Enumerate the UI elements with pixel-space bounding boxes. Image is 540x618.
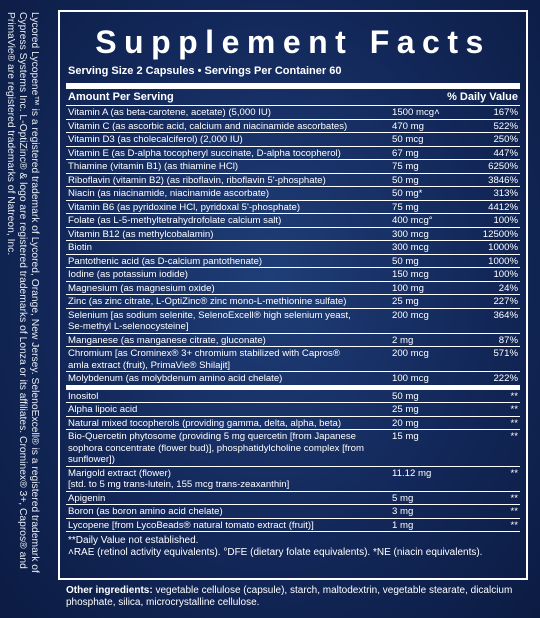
nutrient-name: Thiamine (vitamin B1) (as thiamine HCl) [68, 161, 239, 172]
nutrient-name: Chromium [as Crominex® 3+ chromium stabilized with Capros® amla extract (fruit), PrimaVie® Shilajit] [68, 348, 340, 371]
amount: 150 mcg [392, 269, 429, 280]
nutrient-name: Biotin [68, 242, 92, 253]
amount: 11.12 mg [392, 467, 432, 479]
amount: 200 mcg [392, 348, 429, 359]
table-row [66, 106, 520, 120]
footnote-dv: **Daily Value not established. [68, 535, 199, 546]
footnote-units: ˄RAE (retinol activity equivalents). °DFE (dietary folate equivalents). *NE (niacin equivalents). [68, 547, 483, 558]
nutrient-name: Riboflavin (vitamin B2) (as riboflavin, riboflavin 5'-phosphate) [68, 174, 326, 186]
nutrient-name: Lycopene [from LycoBeads® natural tomato extract (fruit)] [68, 519, 314, 531]
nutrient-name: Boron (as boron amino acid chelate) [68, 506, 223, 517]
amount: 2 mg [392, 334, 414, 346]
trademark-note [6, 12, 46, 612]
nutrient-name: Iodine (as potassium iodide) [68, 269, 188, 280]
other-rows [66, 390, 520, 533]
table-row [66, 255, 520, 269]
table-row [66, 174, 520, 188]
amount: 100 mcg [392, 373, 429, 384]
daily-value: 3846% [488, 174, 518, 186]
supplement-facts-panel [58, 10, 528, 580]
table-row [66, 334, 520, 348]
amount-per-serving-label: Amount Per Serving [68, 91, 174, 103]
table-row [66, 228, 520, 242]
nutrient-name: Alpha lipoic acid [68, 404, 138, 415]
other-ingredients-label: Other ingredients: [66, 585, 153, 596]
amount: 300 mcg [392, 242, 429, 253]
daily-value: ** [510, 404, 518, 415]
table-row [66, 403, 520, 417]
nutrient-rows [66, 106, 520, 386]
nutrient-name: Vitamin B6 (as pyridoxine HCl, pyridoxal 5'-phosphate) [68, 201, 301, 213]
daily-value-label: % Daily Value [447, 91, 518, 103]
table-row [66, 467, 520, 492]
amount: 25 mg [392, 296, 419, 307]
amount: 100 mg [392, 282, 424, 294]
table-row [66, 214, 520, 228]
nutrient-name: Vitamin D3 (as cholecalciferol) (2,000 IU) [68, 134, 243, 145]
amount: 20 mg [392, 417, 419, 429]
nutrient-name: Natural mixed tocopherols (providing gamma, delta, alpha, beta) [68, 417, 342, 429]
daily-value: 522% [493, 120, 518, 132]
nutrient-name: Bio-Quercetin phytosome (providing 5 mg quercetin [from Japanese sophora concentrate (flower bud)], phosphatidylcholine complex [from sunflower]) [68, 431, 364, 465]
nutrient-name: Apigenin [68, 492, 106, 504]
table-row [66, 347, 520, 372]
daily-value: 1000% [488, 242, 518, 253]
amount: 67 mg [392, 147, 419, 159]
nutrient-name: Pantothenic acid (as D-calcium pantothenate) [68, 255, 263, 267]
amount: 50 mcg [392, 134, 424, 145]
amount: 50 mg [392, 174, 419, 186]
nutrient-name: Vitamin C (as ascorbic acid, calcium and niacinamide ascorbates) [68, 120, 348, 132]
daily-value: 571% [493, 348, 518, 359]
table-row [66, 187, 520, 201]
amount: 50 mg [392, 390, 419, 402]
daily-value: 1000% [488, 255, 518, 267]
nutrient-name: Vitamin E (as D-alpha tocopheryl succinate, D-alpha tocopherol) [68, 147, 341, 159]
daily-value: ** [510, 390, 518, 402]
other-ingredients-text: vegetable cellulose (capsule), starch, maltodextrin, vegetable stearate, dicalcium phosphate, silica, microcrystalline cellulose. [66, 585, 513, 608]
nutrient-name: Molybdenum (as molybdenum amino acid chelate) [68, 373, 283, 384]
table-row [66, 417, 520, 431]
daily-value: ** [510, 431, 518, 442]
nutrient-name: Zinc (as zinc citrate, L-OptiZinc® zinc mono-L-methionine sulfate) [68, 296, 347, 307]
amount: 50 mg [392, 255, 419, 267]
daily-value: 12500% [482, 228, 518, 240]
amount: 75 mg [392, 161, 419, 172]
table-row [66, 309, 520, 334]
amount: 75 mg [392, 201, 419, 213]
table-row [66, 372, 520, 386]
nutrient-name: Selenium [as sodium selenite, SelenoExcell® high selenium yeast, Se-methyl L-selenocysteine] [68, 309, 351, 332]
table-header [66, 89, 520, 106]
daily-value: ** [510, 506, 518, 517]
nutrient-name: Inositol [68, 390, 99, 402]
table-row [66, 282, 520, 296]
amount: 1 mg [392, 519, 414, 531]
amount: 400 mcg° [392, 215, 433, 226]
table-row [66, 201, 520, 215]
daily-value: 313% [493, 188, 518, 199]
amount: 300 mcg [392, 228, 429, 240]
serving-info: Serving Size 2 Capsules • Servings Per Container 60 [68, 65, 342, 77]
amount: 3 mg [392, 506, 414, 517]
table-row [66, 120, 520, 134]
daily-value: 227% [493, 296, 518, 307]
daily-value: 24% [498, 282, 518, 294]
daily-value: 222% [493, 373, 518, 384]
table-row [66, 505, 520, 519]
nutrient-name: Niacin (as niacinamide, niacinamide ascorbate) [68, 188, 270, 199]
panel-title: Supplement Facts [95, 24, 491, 60]
daily-value: ** [510, 467, 518, 479]
table-row [66, 519, 520, 533]
table-row [66, 390, 520, 404]
daily-value: 4412% [488, 201, 518, 213]
amount: 470 mg [392, 120, 424, 132]
daily-value: 167% [493, 107, 518, 118]
daily-value: ** [510, 519, 518, 531]
table-row [66, 268, 520, 282]
nutrient-name: Magnesium (as magnesium oxide) [68, 282, 215, 294]
daily-value: 447% [493, 147, 518, 159]
table-row [66, 492, 520, 506]
daily-value: 87% [498, 334, 518, 346]
daily-value: 6250% [488, 161, 518, 172]
table-row [66, 160, 520, 174]
amount: 1500 mcg˄ [392, 107, 440, 118]
daily-value: 100% [493, 269, 518, 280]
other-ingredients [66, 585, 526, 609]
trademark-text: Lycored Lycopene™ is a registered trademark of Lycored, Orange, New Jersey. SelenoExcell® is a registered trademark of Cypress Systems Inc. L-OptiZinc® & logo are registered trademarks of Lonza or its affiliates. Crominex® 3+, Capros® and PrimaVie® are registered trademarks of Natreon, Inc. [5, 12, 40, 573]
daily-value: ** [510, 417, 518, 429]
amount: 25 mg [392, 404, 419, 415]
nutrient-name: Vitamin A (as beta-carotene, acetate) (5,000 IU) [68, 107, 271, 118]
nutrient-name: Vitamin B12 (as methylcobalamin) [68, 228, 214, 240]
daily-value: 364% [493, 309, 518, 321]
daily-value: ** [510, 492, 518, 504]
nutrient-name: Folate (as L-5-methyltetrahydrofolate calcium salt) [68, 215, 282, 226]
table-row [66, 133, 520, 147]
daily-value: 100% [493, 215, 518, 226]
table-row [66, 430, 520, 467]
amount: 50 mg* [392, 188, 423, 199]
nutrient-name: Marigold extract (flower) [std. to 5 mg trans-lutein, 155 mcg trans-zeaxanthin] [68, 467, 290, 490]
amount: 15 mg [392, 431, 419, 442]
nutrient-name: Manganese (as manganese citrate, gluconate) [68, 334, 266, 346]
table-row [66, 147, 520, 161]
amount: 5 mg [392, 492, 414, 504]
amount: 200 mcg [392, 309, 429, 321]
daily-value: 250% [493, 134, 518, 145]
table-row [66, 295, 520, 309]
table-row [66, 241, 520, 255]
